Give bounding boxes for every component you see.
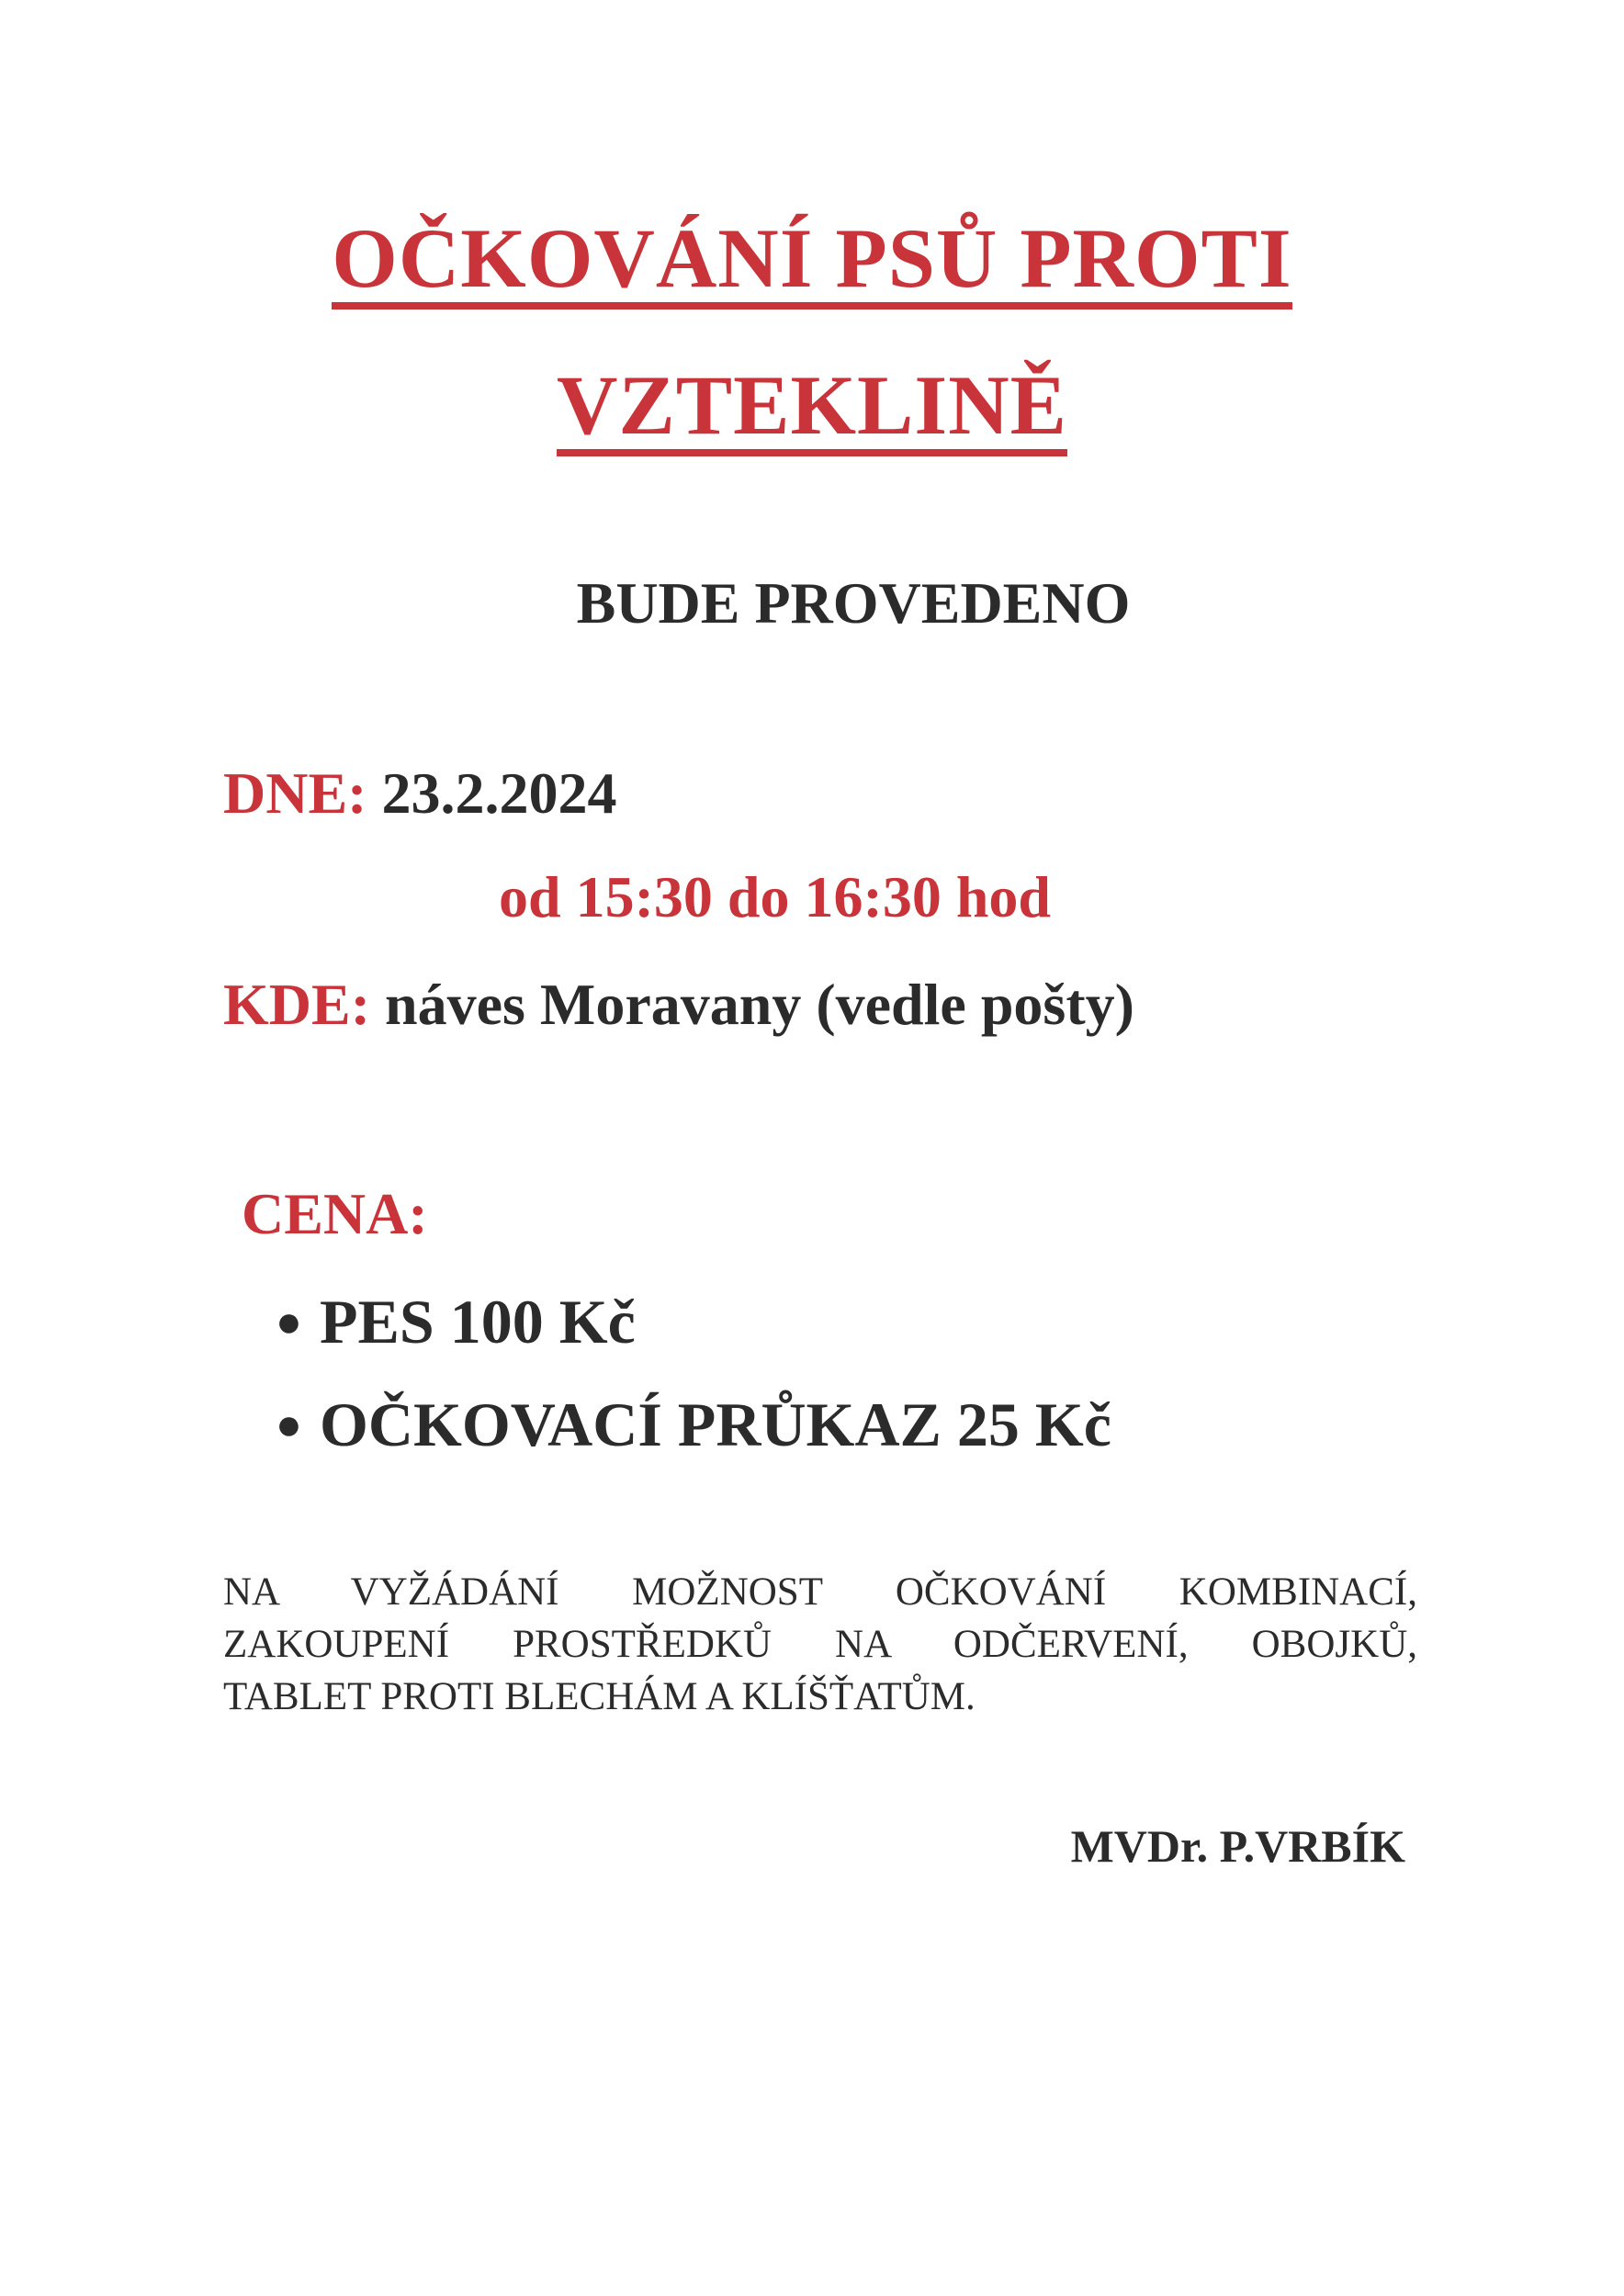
- note-line-2: ZAKOUPENÍ PROSTŘEDKŮ NA ODČERVENÍ, OBOJKŮ,: [223, 1623, 1417, 1666]
- place-label: KDE:: [223, 972, 370, 1037]
- title-line-2: [0, 358, 1624, 456]
- bullet-icon: ●: [276, 1298, 302, 1347]
- date-value: 23.2.2024: [381, 760, 617, 826]
- note-line-3: TABLET PROTI BLECHÁM A KLÍŠŤATŮM.: [223, 1675, 976, 1718]
- bullet-icon: ●: [276, 1401, 302, 1450]
- price-item-text: PES 100 Kč: [320, 1287, 636, 1356]
- place-line: [223, 972, 1134, 1037]
- title-line-2-text: VZTEKLINĚ: [557, 363, 1067, 456]
- price-item: [276, 1390, 1111, 1496]
- price-item-text: OČKOVACÍ PRŮKAZ 25 Kč: [320, 1390, 1111, 1459]
- price-label: CENA:: [242, 1181, 428, 1246]
- signature: MVDr. P.VRBÍK: [1070, 1820, 1405, 1872]
- title-line-1: [0, 211, 1624, 310]
- price-list: [276, 1287, 1111, 1496]
- note-line-1: NA VYŽÁDÁNÍ MOŽNOST OČKOVÁNÍ KOMBINACÍ,: [223, 1570, 1417, 1614]
- date-line: [223, 760, 617, 826]
- place-value: náves Moravany (vedle pošty): [385, 972, 1134, 1037]
- subtitle: BUDE PROVEDENO: [576, 570, 1131, 636]
- date-label: DNE:: [223, 760, 367, 826]
- additional-services-note: [223, 1566, 1417, 1723]
- time-line: od 15:30 do 16:30 hod: [499, 864, 1051, 929]
- price-item: [276, 1287, 1111, 1393]
- title-line-1-text: OČKOVÁNÍ PSŮ PROTI: [332, 216, 1291, 310]
